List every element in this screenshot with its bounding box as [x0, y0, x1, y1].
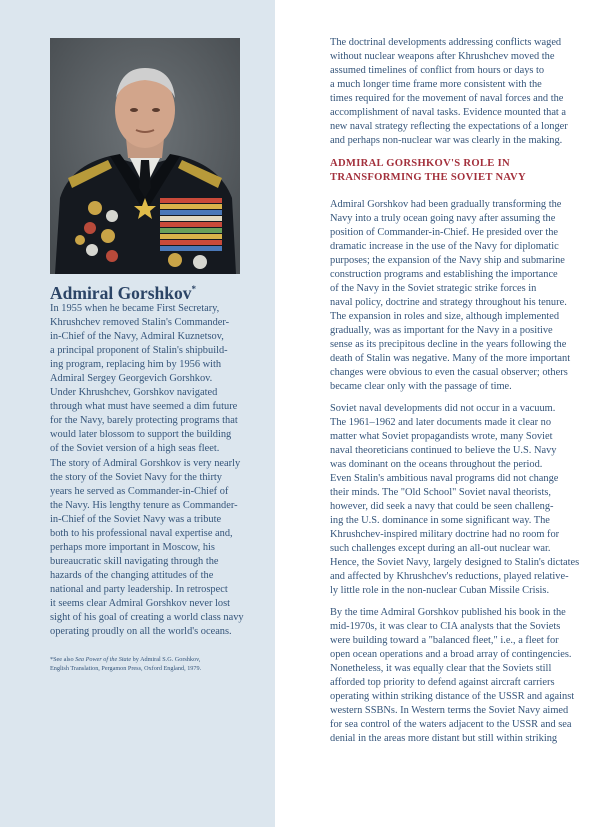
text-line: mid-1970s, it was clear to CIA analysts that the Soviets [330, 621, 561, 632]
sidebar-footnote [50, 655, 265, 673]
text-line: By the time Admiral Gorshkov published his book in the [330, 607, 566, 618]
text-line: became clear only with the passage of time. [330, 381, 512, 392]
text-line: construction programs and establishing the importance [330, 269, 558, 280]
text-line: times required for the movement of naval forces and the [330, 93, 564, 104]
text-line: a much longer time frame more consistent with the [330, 79, 542, 90]
text-line: new naval strategy reflecting the expectations of a longer [330, 121, 568, 132]
text-line: The expansion in roles and size, although implemented [330, 311, 560, 322]
footnote-marker: * [191, 284, 196, 294]
paragraph-by-the-time [330, 606, 574, 746]
bio-line: would later blossom to support the building [50, 429, 232, 441]
text-line: such challenges except during an all-out nuclear war. [330, 543, 551, 554]
text-line: for sea control of the waters adjacent to the USSR and sea [330, 719, 572, 730]
bio-line: operating proudly on all the world's oceans. [50, 626, 232, 638]
bio-line: Under Khrushchev, Gorshkov navigated [50, 387, 218, 399]
sidebar-heading-text: Admiral Gorshkov [50, 283, 192, 303]
footnote-line: English Translation, Pergamon Press, Oxford England, 1979. [50, 665, 202, 672]
text-line: Nonetheless, it was equally clear that the Soviets still [330, 663, 552, 674]
bio-line: Admiral Sergey Georgevich Gorshkov. [50, 373, 213, 385]
portrait-photo [50, 38, 240, 274]
text-line: however, did seek a navy that could be seen challeng- [330, 501, 554, 512]
bio-line: sight of his goal of creating a world class navy [50, 612, 244, 624]
section-heading [330, 157, 526, 184]
bio-line: years he served as Commander-in-Chief of [50, 485, 229, 497]
heading-line: ADMIRAL GORSHKOV'S ROLE IN [330, 158, 510, 169]
text-line: The 1961–1962 and later documents made it clear no [330, 417, 552, 428]
text-line: and perhaps non-nuclear war was clearly in the making. [330, 135, 563, 146]
text-line: operating within striking distance of the USSR and against [330, 691, 575, 702]
text-line: matter what Soviet propagandists wrote, many Soviet [330, 431, 553, 442]
bio-line: the story of the Soviet Navy for the thirty [50, 471, 222, 483]
heading-line: TRANSFORMING THE SOVIET NAVY [330, 171, 526, 183]
text-line: open ocean operations and a broad array of contingencies. [330, 649, 572, 660]
text-line: dramatic increase in the use of the Navy for diplomatic [330, 241, 559, 252]
bio-line: The story of Admiral Gorshkov is very nearly [50, 457, 241, 469]
text-line: ing the U.S. dominance in some significant way. The [330, 515, 550, 526]
sidebar-bio [50, 302, 262, 639]
text-line: Soviet naval developments did not occur in a vacuum. [330, 403, 556, 414]
text-line: The doctrinal developments addressing conflicts waged [330, 37, 562, 48]
text-line: and affected by Khrushchev's reductions, played relative- [330, 571, 569, 582]
bio-line: in-Chief of the Navy, Admiral Kuznetsov, [50, 331, 224, 343]
bio-line: national and party leadership. In retrospect [50, 583, 228, 595]
text-line: death of Stalin was negative. Many of the more important [330, 353, 571, 364]
text-line: naval policy, doctrine and strategy throughout his tenure. [330, 297, 567, 308]
text-line: Hence, the Soviet Navy, largely designed to Stalin's dictates [330, 557, 580, 568]
text-line: assumed timelines of conflict from hours or days to [330, 65, 545, 76]
text-line: sense as its precipitous decline in the years following the [330, 339, 567, 350]
bio-line: bureaucratic skill navigating through the [50, 555, 219, 567]
bio-line: Khrushchev removed Stalin's Commander- [50, 317, 230, 329]
book-title: Sea Power of the State [75, 656, 132, 663]
bio-line: in-Chief of the Soviet Navy was a tribute [50, 513, 222, 525]
text-line: afforded top priority to defend against aircraft carriers [330, 677, 555, 688]
text-line: western SSBNs. In Western terms the Soviet Navy aimed [330, 705, 569, 716]
bio-line: perhaps more important in Moscow, his [50, 541, 215, 553]
bio-line: for the Navy, barely protecting programs that [50, 415, 238, 427]
text-line: accomplishment of naval tasks. Evidence mounted that a [330, 107, 567, 118]
bio-line: In 1955 when he became First Secretary, [50, 303, 220, 314]
text-line: naval theoreticians continued to believe the U.S. Navy [330, 445, 557, 456]
sidebar [0, 0, 275, 827]
bio-line: of the Soviet version of a high seas fleet. [50, 443, 220, 455]
sidebar-heading [50, 278, 260, 304]
text-line: Khrushchev-inspired military doctrine had no room for [330, 529, 560, 540]
text-line: were building toward a "balanced fleet," i.e., a fleet for [330, 635, 559, 646]
paragraph-gorshkov-transforming [330, 198, 570, 394]
text-line: gradually, was as important for the Navy in a positive [330, 325, 553, 336]
paragraph-soviet-naval-developments [330, 402, 579, 598]
text-line: denial in the areas more distant but still within striking [330, 733, 558, 744]
footnote-line: *See also Sea Power of the State by Admiral S.G. Gorshkov, [50, 656, 201, 663]
text-line: ly little role in the non-nuclear Cuban Missile Crisis. [330, 585, 550, 596]
bio-line: it seems clear Admiral Gorshkov never lost [50, 597, 231, 609]
bio-line: hazards of the changing attitudes of the [50, 569, 214, 581]
text-line: Even Stalin's ambitious naval programs did not change [330, 473, 559, 484]
text-line: of the Navy in the Soviet strategic strike forces in [330, 283, 537, 294]
text-line: changes were obvious to even the casual observer; others [330, 367, 568, 378]
text-line: position of Commander-in-Chief. He presided over the [330, 227, 559, 238]
text-line: their minds. The "Old School" Soviet naval theorists, [330, 487, 551, 498]
text-line: purposes; the expansion of the Navy ship and submarine [330, 255, 565, 266]
bio-line: ing program, replacing him by 1956 with [50, 359, 222, 371]
text-line: Admiral Gorshkov had been gradually transforming the [330, 199, 562, 210]
bio-line: through what must have seemed a dim future [50, 401, 238, 413]
bio-line: both to his professional naval expertise and, [50, 527, 233, 539]
paragraph-doctrinal-developments [330, 36, 568, 148]
text-line: Navy into a truly ocean going navy after assuming the [330, 213, 556, 224]
bio-line: a principal proponent of Stalin's shipbuild- [50, 345, 228, 357]
text-line: was dominant on the oceans throughout the period. [330, 459, 543, 470]
bio-line: the Navy. His lengthy tenure as Commander- [50, 499, 238, 511]
portrait-illustration [50, 38, 240, 274]
text-line: without nuclear weapons after Khrushchev moved the [330, 51, 555, 62]
